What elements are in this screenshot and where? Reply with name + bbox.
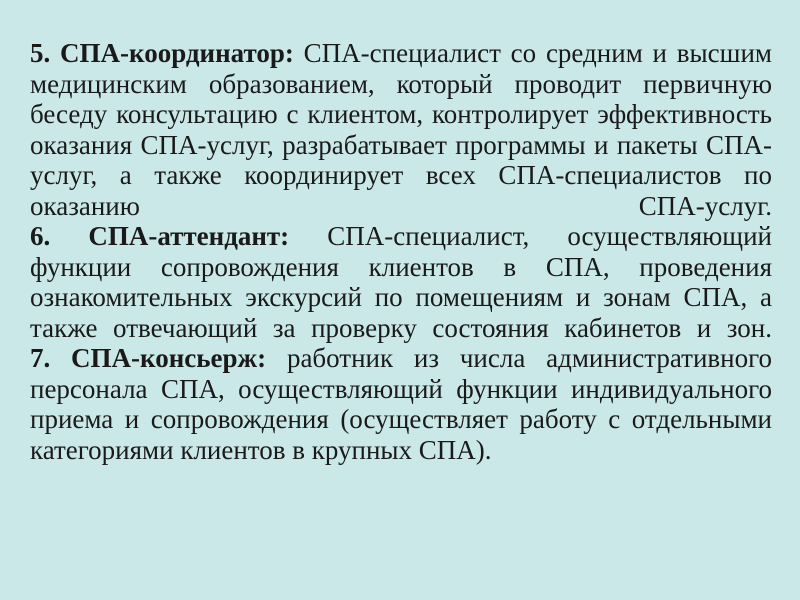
definition-item-5 bbox=[30, 38, 772, 221]
definition-item-7 bbox=[30, 343, 772, 465]
definition-text: СПА-специалист, осуществляющий функции сопровождения клиентов в СПА, проведения ознакомительных экскурсий по помещениям и зонам СПА, а также отвечающий за проверку состояния кабинетов и зон. bbox=[30, 221, 772, 343]
definition-item-6 bbox=[30, 221, 772, 343]
definition-term: 5. СПА-координатор: bbox=[30, 38, 294, 68]
definition-text: СПА-специалист со средним и высшим медицинским образованием, который проводит первичную беседу консультацию с клиентом, контролирует эффективность оказания СПА-услуг, разрабатывает программы и пакеты СПА-услуг, а также координирует всех СПА-специалистов по оказанию СПА-услуг. bbox=[30, 38, 772, 221]
definition-text: работник из числа административного персонала СПА, осуществляющий функции индивидуального приема и сопровождения (осуществляет работу с отдельными категориями клиентов в крупных СПА). bbox=[30, 343, 773, 465]
definition-term: 7. СПА-консьерж: bbox=[30, 343, 267, 373]
slide-content bbox=[30, 38, 772, 465]
definition-term: 6. СПА-аттендант: bbox=[30, 221, 290, 251]
